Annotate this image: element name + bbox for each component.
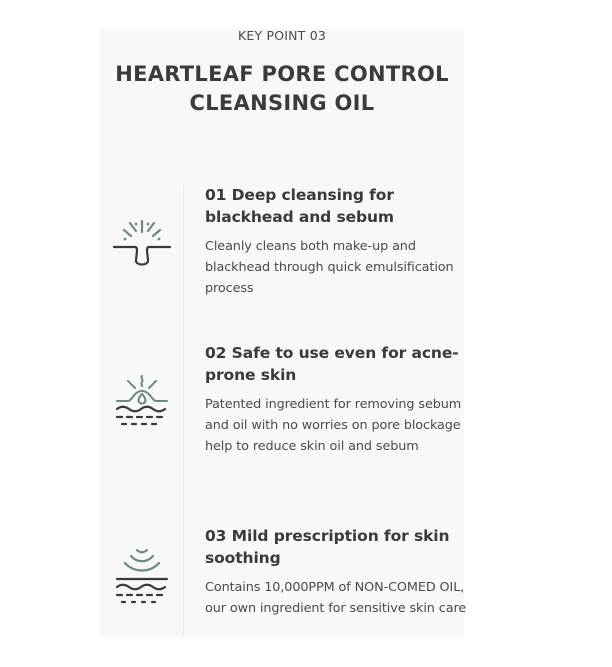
product-title-line-2: CLEANSING OIL	[189, 91, 375, 115]
feature-title: 02 Safe to use even for acne-prone skin	[205, 344, 459, 384]
vertical-divider	[183, 185, 184, 637]
key-point-panel	[100, 28, 467, 637]
acne-skin-icon	[100, 372, 183, 432]
product-title-line-1: HEARTLEAF PORE CONTROL	[115, 62, 449, 86]
skin-soothing-icon	[100, 544, 183, 606]
feature-title: 01 Deep cleansing for blackhead and sebum	[205, 186, 394, 226]
feature-description: Contains 10,000PPM of NON-COMED OIL, our own ingredient for sensitive skin care	[205, 580, 467, 616]
product-title	[90, 60, 474, 118]
feature-description: Patented ingredient for removing sebum and oil with no worries on pore blockage help to reduce skin oil and sebum	[205, 397, 462, 454]
feature-description: Cleanly cleans both make-up and blackhead through quick emulsification process	[205, 239, 454, 296]
key-point-label: KEY POINT 03	[237, 28, 327, 43]
feature-item-3	[205, 525, 467, 619]
feature-title: 03 Mild prescription for skin soothing	[205, 527, 450, 567]
pore-extraction-icon	[100, 216, 183, 276]
feature-item-1	[205, 184, 467, 299]
feature-item-2	[205, 342, 467, 457]
